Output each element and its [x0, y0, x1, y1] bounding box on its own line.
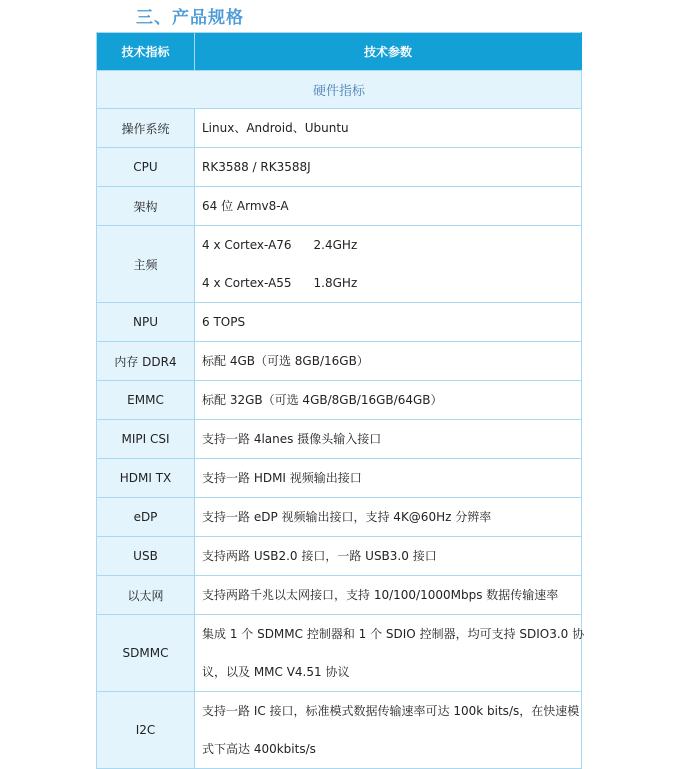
- row-value: [195, 692, 582, 769]
- section-heading: 三、产品规格: [136, 8, 244, 28]
- section-title: 硬件指标: [97, 71, 582, 109]
- table-row: [97, 420, 582, 459]
- value-line: 6 TOPS: [202, 315, 246, 329]
- value-line: 集成 1 个 SDMMC 控制器和 1 个 SDIO 控制器，均可支持 SDIO3.0 协: [202, 627, 585, 641]
- section-row: [97, 71, 582, 109]
- value-line: Linux、Android、Ubuntu: [202, 121, 349, 135]
- row-value: [195, 537, 582, 576]
- table-row: [97, 459, 582, 498]
- table-row: [97, 148, 582, 187]
- table-row: [97, 537, 582, 576]
- table-row: [97, 576, 582, 615]
- row-value: [195, 498, 582, 537]
- row-value: [195, 187, 582, 226]
- header-spec-item: 技术指标: [97, 33, 195, 71]
- row-key: MIPI CSI: [97, 420, 195, 459]
- row-value: [195, 459, 582, 498]
- table-row: [97, 226, 582, 303]
- table-header-row: [97, 33, 582, 71]
- row-key: CPU: [97, 148, 195, 187]
- value-line: 支持两路千兆以太网接口，支持 10/100/1000Mbps 数据传输速率: [202, 588, 559, 602]
- value-line: 支持一路 HDMI 视频输出接口: [202, 471, 362, 485]
- row-value: [195, 420, 582, 459]
- spec-table: [96, 32, 585, 769]
- row-value: [195, 342, 582, 381]
- value-line: 标配 4GB（可选 8GB/16GB）: [202, 354, 369, 368]
- row-key: NPU: [97, 303, 195, 342]
- value-line: RK3588 / RK3588J: [202, 160, 311, 174]
- row-value: [195, 576, 582, 615]
- core-line: [202, 226, 581, 264]
- row-key: I2C: [97, 692, 195, 769]
- core-frequency: 2.4GHz: [313, 238, 358, 252]
- table-row: [97, 109, 582, 148]
- value-line: 支持一路 IC 接口，标准模式数据传输速率可达 100k bits/s，在快速模: [202, 704, 580, 718]
- row-value: [195, 303, 582, 342]
- table-row: [97, 498, 582, 537]
- row-key: eDP: [97, 498, 195, 537]
- row-key: USB: [97, 537, 195, 576]
- row-key: 内存 DDR4: [97, 342, 195, 381]
- table-row: [97, 342, 582, 381]
- row-value: [195, 381, 582, 420]
- row-key: HDMI TX: [97, 459, 195, 498]
- value-line: 标配 32GB（可选 4GB/8GB/16GB/64GB）: [202, 393, 443, 407]
- value-line: 式下高达 400kbits/s: [202, 742, 316, 756]
- row-key: EMMC: [97, 381, 195, 420]
- row-value: [195, 109, 582, 148]
- header-spec-value: 技术参数: [195, 33, 582, 71]
- value-line: 议，以及 MMC V4.51 协议: [202, 665, 350, 679]
- row-key: SDMMC: [97, 615, 195, 692]
- table-row: [97, 692, 582, 769]
- table-row: [97, 187, 582, 226]
- value-line: 支持一路 eDP 视频输出接口，支持 4K@60Hz 分辨率: [202, 510, 492, 524]
- row-value: [195, 226, 582, 303]
- row-key: 以太网: [97, 576, 195, 615]
- row-value: [195, 615, 585, 692]
- value-line: 支持一路 4lanes 摄像头输入接口: [202, 432, 382, 446]
- table-row: [97, 381, 582, 420]
- row-value: [195, 148, 582, 187]
- core-line: [202, 264, 581, 302]
- row-key: 架构: [97, 187, 195, 226]
- value-line: 64 位 Armv8-A: [202, 199, 289, 213]
- row-key: 主频: [97, 226, 195, 303]
- core-name: 4 x Cortex-A55: [202, 276, 292, 290]
- value-line: 支持两路 USB2.0 接口，一路 USB3.0 接口: [202, 549, 437, 563]
- core-frequency: 1.8GHz: [313, 276, 358, 290]
- core-name: 4 x Cortex-A76: [202, 238, 292, 252]
- table-row: [97, 303, 582, 342]
- table-row: [97, 615, 582, 692]
- row-key: 操作系统: [97, 109, 195, 148]
